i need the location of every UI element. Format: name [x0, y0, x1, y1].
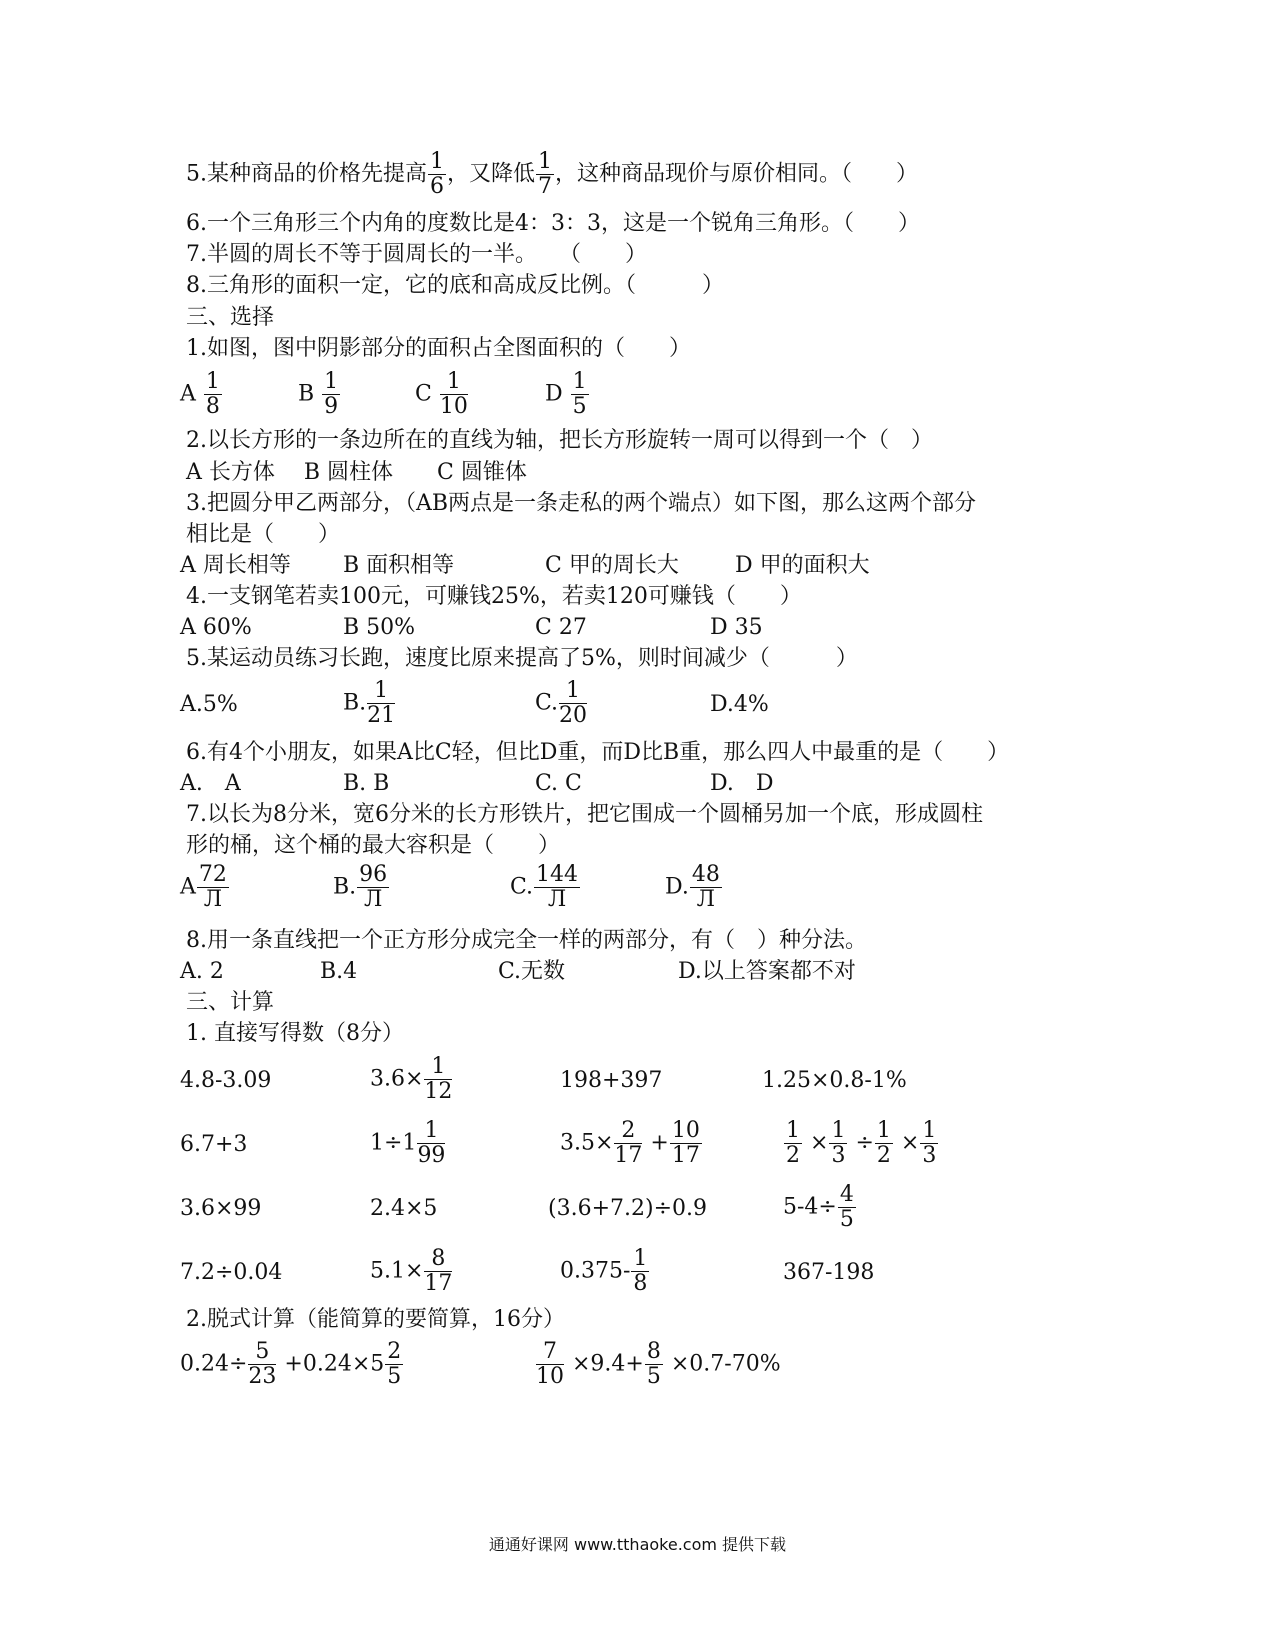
denominator: 3: [831, 1143, 846, 1168]
choice-q7-option-d: [665, 863, 723, 912]
option-letter: B.: [333, 874, 357, 900]
denominator: Л: [203, 887, 223, 912]
fraction: [829, 1119, 847, 1168]
numerator: 1: [417, 1119, 445, 1144]
fraction: [670, 1119, 702, 1168]
choice-q1-option-a: [180, 370, 223, 419]
fraction: [784, 1119, 802, 1168]
calc-r2-d: [783, 1119, 939, 1168]
denominator: 5: [646, 1364, 661, 1389]
judge-q6: 6.一个三角形三个内角的度数比是4：3：3，这是一个锐角三角形。（ ）: [186, 211, 920, 236]
denominator: Л: [363, 887, 383, 912]
calc-r2-b: [370, 1119, 446, 1168]
section-heading-calc: 三、计算: [186, 990, 275, 1015]
choice-q7-option-a: [180, 863, 230, 912]
fraction: [357, 863, 389, 912]
calc-r3-b: 2.4×5: [370, 1196, 438, 1221]
choice-q5-option-c: [535, 679, 588, 728]
operator: ×: [900, 1130, 920, 1156]
choice-q4-option-b: B 50%: [343, 615, 416, 640]
denominator: 2: [786, 1143, 800, 1168]
numerator: 2: [387, 1339, 402, 1364]
numerator: 7: [536, 1340, 564, 1365]
choice-q4-option-a: A 60%: [180, 615, 252, 640]
fraction: [838, 1183, 856, 1232]
fraction: [920, 1119, 938, 1168]
choice-q6-option-a: A. A: [180, 771, 241, 796]
numerator: 1: [633, 1246, 648, 1271]
choice-q5-option-a: A.5%: [180, 692, 238, 717]
denominator: 17: [424, 1271, 453, 1296]
numerator: 1: [424, 1055, 452, 1080]
judge-q5-text-c: ，这种商品现价与原价相同。（ ）: [555, 161, 919, 187]
fraction: [197, 863, 229, 912]
numerator: 1: [572, 369, 587, 394]
fraction: [248, 1340, 276, 1389]
judge-q7: 7.半圆的周长不等于圆周长的一半。 （ ）: [186, 242, 647, 267]
calc-r2-a: 6.7+3: [180, 1132, 248, 1157]
choice-q1-option-c: [415, 370, 469, 419]
numerator: 1: [440, 370, 468, 395]
denominator: 23: [248, 1364, 277, 1389]
judge-q8: 8.三角形的面积一定，它的底和高成反比例。（ ）: [186, 273, 724, 298]
numerator: 10: [671, 1118, 700, 1143]
numerator: 1: [922, 1118, 937, 1143]
numerator: 1: [430, 149, 444, 174]
numerator: 48: [691, 862, 720, 887]
calc-expr-2: [535, 1340, 781, 1389]
choice-q3-option-d: D 甲的面积大: [735, 553, 870, 578]
expr-text: 0.375-: [560, 1258, 631, 1284]
denominator: 7: [538, 174, 553, 199]
expr-text: 1÷1: [370, 1130, 417, 1156]
numerator: 2: [614, 1119, 642, 1144]
choice-q7-stem-line1: 7.以长为8分米，宽6分米的长方形铁片，把它围成一个圆桶另加一个底，形成圆柱: [186, 802, 983, 827]
calc-r1-c: 198+397: [560, 1068, 663, 1093]
fraction: [571, 370, 589, 419]
denominator: 10: [536, 1364, 564, 1389]
numerator: 8: [424, 1247, 452, 1272]
choice-q2-options: A 长方体 B 圆柱体 C 圆锥体: [186, 460, 527, 485]
choice-q3-stem-line2: 相比是（ ）: [186, 522, 341, 547]
choice-q1-option-b: [298, 370, 341, 419]
numerator: 1: [538, 149, 553, 174]
calc-r2-c: [560, 1119, 703, 1168]
denominator: 17: [671, 1143, 700, 1168]
denominator: 10: [439, 394, 468, 419]
option-letter: C: [415, 381, 432, 407]
choice-q6-option-b: B. B: [343, 771, 390, 796]
choice-q7-stem-line2: 形的桶，这个桶的最大容积是（ ）: [186, 833, 561, 858]
denominator: 8: [633, 1271, 648, 1296]
choice-q3-option-c: C 甲的周长大: [545, 553, 679, 578]
calc-r1-d: 1.25×0.8-1%: [762, 1068, 907, 1093]
choice-q4-option-d: D 35: [710, 615, 763, 640]
fraction: [645, 1340, 663, 1389]
page-footer: 通通好课网 www.tthaoke.com 提供下载: [488, 1535, 787, 1554]
denominator: 99: [417, 1143, 446, 1168]
numerator: 1: [205, 369, 220, 394]
denominator: 12: [424, 1079, 453, 1104]
denominator: 6: [430, 174, 444, 199]
choice-q5-option-d: D.4%: [710, 692, 769, 717]
expr-text: 3.5×: [560, 1130, 614, 1156]
operator: +: [650, 1130, 669, 1156]
choice-q8-option-a: A. 2: [180, 959, 224, 984]
numerator: 72: [198, 862, 227, 887]
section-heading-choice: 三、选择: [186, 305, 275, 330]
choice-q5-option-b: [343, 679, 396, 728]
option-letter: B.: [343, 690, 367, 716]
choice-q6-option-c: C. C: [535, 771, 582, 796]
expr-text: 3.6×: [370, 1066, 424, 1092]
denominator: Л: [696, 887, 716, 912]
fraction: [322, 370, 340, 419]
fraction: [614, 1119, 642, 1168]
numerator: 1: [324, 369, 339, 394]
operator: ÷: [855, 1130, 874, 1156]
numerator: 1: [831, 1118, 846, 1143]
choice-q1-option-d: [545, 370, 590, 419]
operator: ×: [810, 1130, 829, 1156]
numerator: 4: [839, 1182, 854, 1207]
choice-q8-option-b: B.4: [320, 959, 358, 984]
denominator: 21: [367, 703, 396, 728]
fraction: [367, 679, 395, 728]
calc-r4-c: [560, 1247, 650, 1296]
fraction: [385, 1340, 403, 1389]
judge-q5-text-a: 5.某种商品的价格先提高: [186, 161, 427, 187]
choice-q6-option-d: D. D: [710, 771, 774, 796]
fraction: [559, 679, 587, 728]
expr-text: 5-4÷: [783, 1194, 837, 1220]
numerator: 8: [646, 1339, 661, 1364]
choice-q6-stem: 6.有4个小朋友，如果A比C轻，但比D重，而D比B重，那么四人中最重的是（ ）: [186, 740, 1010, 765]
option-letter: A: [180, 381, 196, 407]
numerator: 1: [367, 679, 395, 704]
expr-text: +0.24×5: [284, 1351, 385, 1377]
calc-expr-1: [180, 1340, 404, 1389]
numerator: 1: [786, 1118, 800, 1143]
option-letter: D: [545, 381, 563, 407]
judge-q5: [186, 150, 918, 199]
denominator: Л: [547, 887, 567, 912]
calc-part1-heading: 1. 直接写得数（8分）: [186, 1021, 404, 1046]
numerator: 1: [559, 679, 587, 704]
denominator: 17: [614, 1143, 643, 1168]
option-letter: A: [180, 874, 196, 900]
calc-r4-a: 7.2÷0.04: [180, 1260, 283, 1285]
numerator: 144: [536, 862, 579, 887]
fraction: [424, 1247, 452, 1296]
fraction: [631, 1247, 649, 1296]
fraction: [424, 1055, 452, 1104]
choice-q4-option-c: C 27: [535, 615, 587, 640]
denominator: 5: [839, 1207, 854, 1232]
fraction: [417, 1119, 445, 1168]
judge-q5-text-b: ，又降低: [447, 161, 536, 187]
choice-q5-stem: 5.某运动员练习长跑，速度比原来提高了5%，则时间减少（ ）: [186, 646, 858, 671]
calc-r4-b: [370, 1247, 453, 1296]
calc-r1-b: [370, 1055, 453, 1104]
denominator: 9: [324, 394, 339, 419]
calc-r3-a: 3.6×99: [180, 1196, 262, 1221]
choice-q3-option-b: B 面积相等: [343, 553, 455, 578]
option-letter: C.: [535, 690, 559, 716]
expr-text: 0.24÷: [180, 1351, 248, 1377]
choice-q3-stem-line1: 3.把圆分甲乙两部分，（AB两点是一条走私的两个端点）如下图，那么这两个部分: [186, 491, 977, 516]
fraction: [536, 150, 554, 199]
numerator: 5: [248, 1340, 276, 1365]
choice-q8-option-d: D.以上答案都不对: [678, 959, 856, 984]
calc-r3-d: [783, 1183, 857, 1232]
fraction: [875, 1119, 893, 1168]
denominator: 8: [205, 394, 220, 419]
expr-text: 5.1×: [370, 1258, 424, 1284]
option-letter: C.: [510, 874, 534, 900]
option-letter: B: [298, 381, 315, 407]
fraction: [204, 370, 222, 419]
choice-q1-stem: 1.如图，图中阴影部分的面积占全图面积的（ ）: [186, 336, 691, 361]
calc-r1-a: 4.8-3.09: [180, 1068, 272, 1093]
choice-q3-option-a: A 周长相等: [180, 553, 291, 578]
fraction: [536, 1340, 564, 1389]
fraction: [428, 150, 446, 199]
fraction: [440, 370, 468, 419]
denominator: 5: [572, 394, 587, 419]
choice-q8-option-c: C.无数: [498, 959, 566, 984]
calc-part2-heading: 2.脱式计算（能简算的要简算，16分）: [186, 1307, 565, 1332]
denominator: 20: [559, 703, 588, 728]
choice-q7-option-c: [510, 863, 581, 912]
fraction: [534, 863, 580, 912]
calc-r3-c: (3.6+7.2)÷0.9: [548, 1196, 707, 1221]
denominator: 2: [876, 1143, 891, 1168]
choice-q2-stem: 2.以长方形的一条边所在的直线为轴，把长方形旋转一周可以得到一个（ ）: [186, 428, 933, 453]
choice-q4-stem: 4.一支钢笔若卖100元，可赚钱25%，若卖120可赚钱（ ）: [186, 584, 802, 609]
numerator: 96: [359, 862, 388, 887]
expr-text: ×9.4+: [572, 1351, 644, 1377]
choice-q7-option-b: [333, 863, 390, 912]
expr-text: ×0.7-70%: [670, 1351, 781, 1377]
fraction: [690, 863, 722, 912]
denominator: 3: [922, 1143, 937, 1168]
calc-r4-d: 367-198: [783, 1260, 875, 1285]
numerator: 1: [876, 1118, 891, 1143]
choice-q8-stem: 8.用一条直线把一个正方形分成完全一样的两部分，有（ ）种分法。: [186, 928, 867, 953]
denominator: 5: [387, 1364, 402, 1389]
option-letter: D.: [665, 874, 689, 900]
